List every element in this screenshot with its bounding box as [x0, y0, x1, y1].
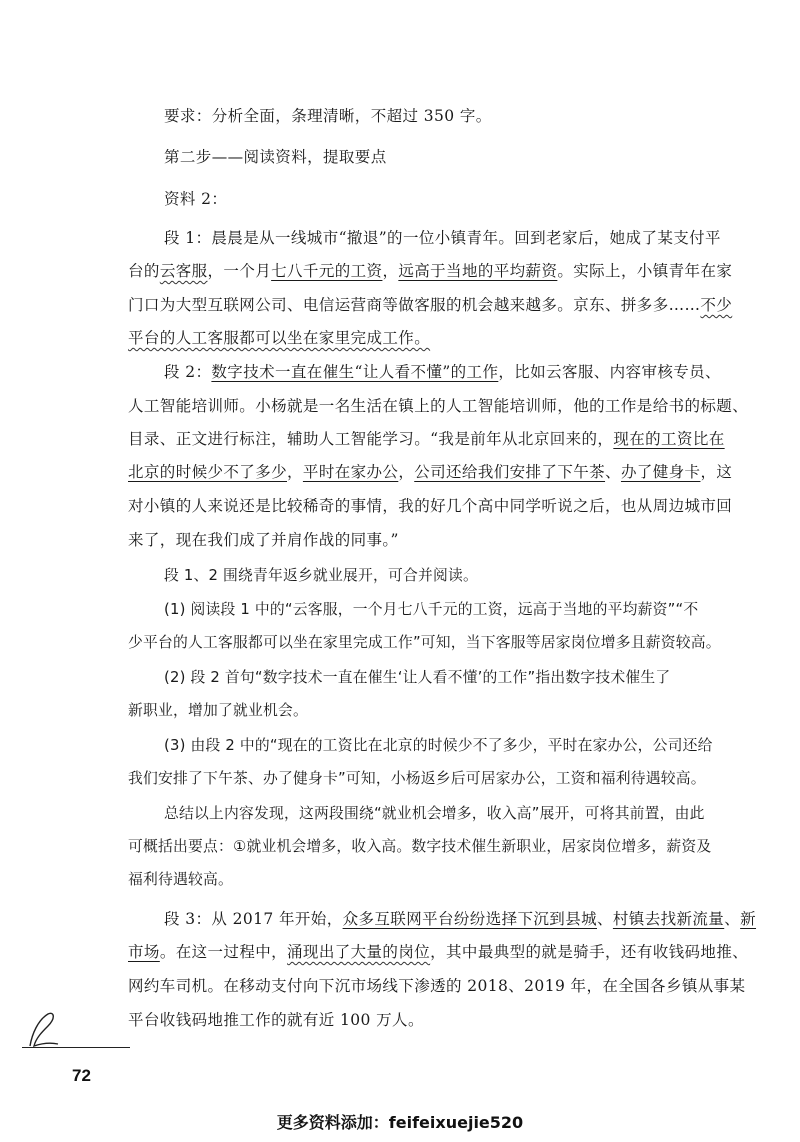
analysis-intro: 段 1、2 围绕青年返乡就业展开，可合并阅读。 — [164, 567, 478, 584]
analysis-point3-line2: 我们安排了下午茶、办了健身卡”可知，小杨返乡后可居家办公，工资和福利待遇较高。 — [128, 770, 706, 787]
analysis-point1-line1: (1) 阅读段 1 中的“云客服，一个月七八千元的工资，远高于当地的平均薪资”“不 — [164, 601, 699, 618]
footer-note: 更多资料添加：feifeixuejie520 — [276, 1113, 524, 1132]
page-number: 72 — [72, 1066, 91, 1085]
summary-line3: 福利待遇较高。 — [128, 871, 233, 888]
requirement-line: 要求：分析全面，条理清晰，不超过 350 字。 — [164, 107, 492, 125]
summary-line2: 可概括出要点：①就业机会增多，收入高。数字技术催生新职业，居家岗位增多，薪资及 — [128, 838, 712, 855]
step-heading: 第二步——阅读资料，提取要点 — [164, 148, 387, 166]
analysis-point2-line1: (2) 段 2 首句“数字技术一直在催生‘让人看不懂’的工作”指出数字技术催生了 — [164, 669, 671, 686]
para3-line3: 网约车司机。在移动支付向下沉市场线下渗透的 2018、2019 年，在全国各乡镇从事某 — [128, 977, 746, 995]
para2-line6: 来了，现在我们成了并肩作战的同事。” — [128, 531, 399, 549]
signature-mark — [22, 1008, 62, 1052]
analysis-point3-line1: (3) 由段 2 中的“现在的工资比在北京的时候少不了多少，平时在家办公，公司还给 — [164, 737, 713, 754]
analysis-point1-line2: 少平台的人工客服都可以坐在家里完成工作”可知，当下客服等居家岗位增多且薪资较高。 — [128, 634, 721, 651]
para1-line1: 段 1：晨晨是从一线城市“撤退”的一位小镇青年。回到老家后，她成了某支付平 — [164, 229, 721, 247]
para1-line3: 门口为大型互联网公司、电信运营商等做客服的机会越来越多。京东、拼多多……不少 — [128, 296, 733, 314]
para3-line2: 市场。在这一过程中，涌现出了大量的岗位，其中最典型的就是骑手，还有收钱码地推、 — [128, 943, 749, 961]
summary-line1: 总结以上内容发现，这两段围绕“就业机会增多，收入高”展开，可将其前置，由此 — [164, 805, 705, 822]
material-label: 资料 2： — [164, 190, 228, 208]
footer-rule — [22, 1047, 130, 1048]
para2-line3: 目录、正文进行标注，辅助人工智能学习。“我是前年从北京回来的，现在的工资比在 — [128, 430, 725, 448]
analysis-point2-line2: 新职业，增加了就业机会。 — [128, 702, 308, 719]
para2-line1: 段 2：数字技术一直在催生“让人看不懂”的工作，比如云客服、内容审核专员、 — [164, 363, 721, 381]
para1-line2: 台的云客服，一个月七八千元的工资，远高于当地的平均薪资。实际上，小镇青年在家 — [128, 262, 733, 280]
para1-line4: 平台的人工客服都可以坐在家里完成工作。 — [128, 329, 431, 347]
para2-line2: 人工智能培训师。小杨就是一名生活在镇上的人工智能培训师，他的工作是给书的标题、 — [128, 397, 749, 415]
para3-line1: 段 3：从 2017 年开始，众多互联网平台纷纷选择下沉到县城、村镇去找新流量、新 — [164, 910, 757, 928]
para2-line4: 北京的时候少不了多少，平时在家办公，公司还给我们安排了下午茶、办了健身卡，这 — [128, 463, 733, 481]
para3-line4: 平台收钱码地推工作的就有近 100 万人。 — [128, 1011, 424, 1029]
para2-line5: 对小镇的人来说还是比较稀奇的事情，我的好几个高中同学听说之后，也从周边城市回 — [128, 497, 733, 515]
